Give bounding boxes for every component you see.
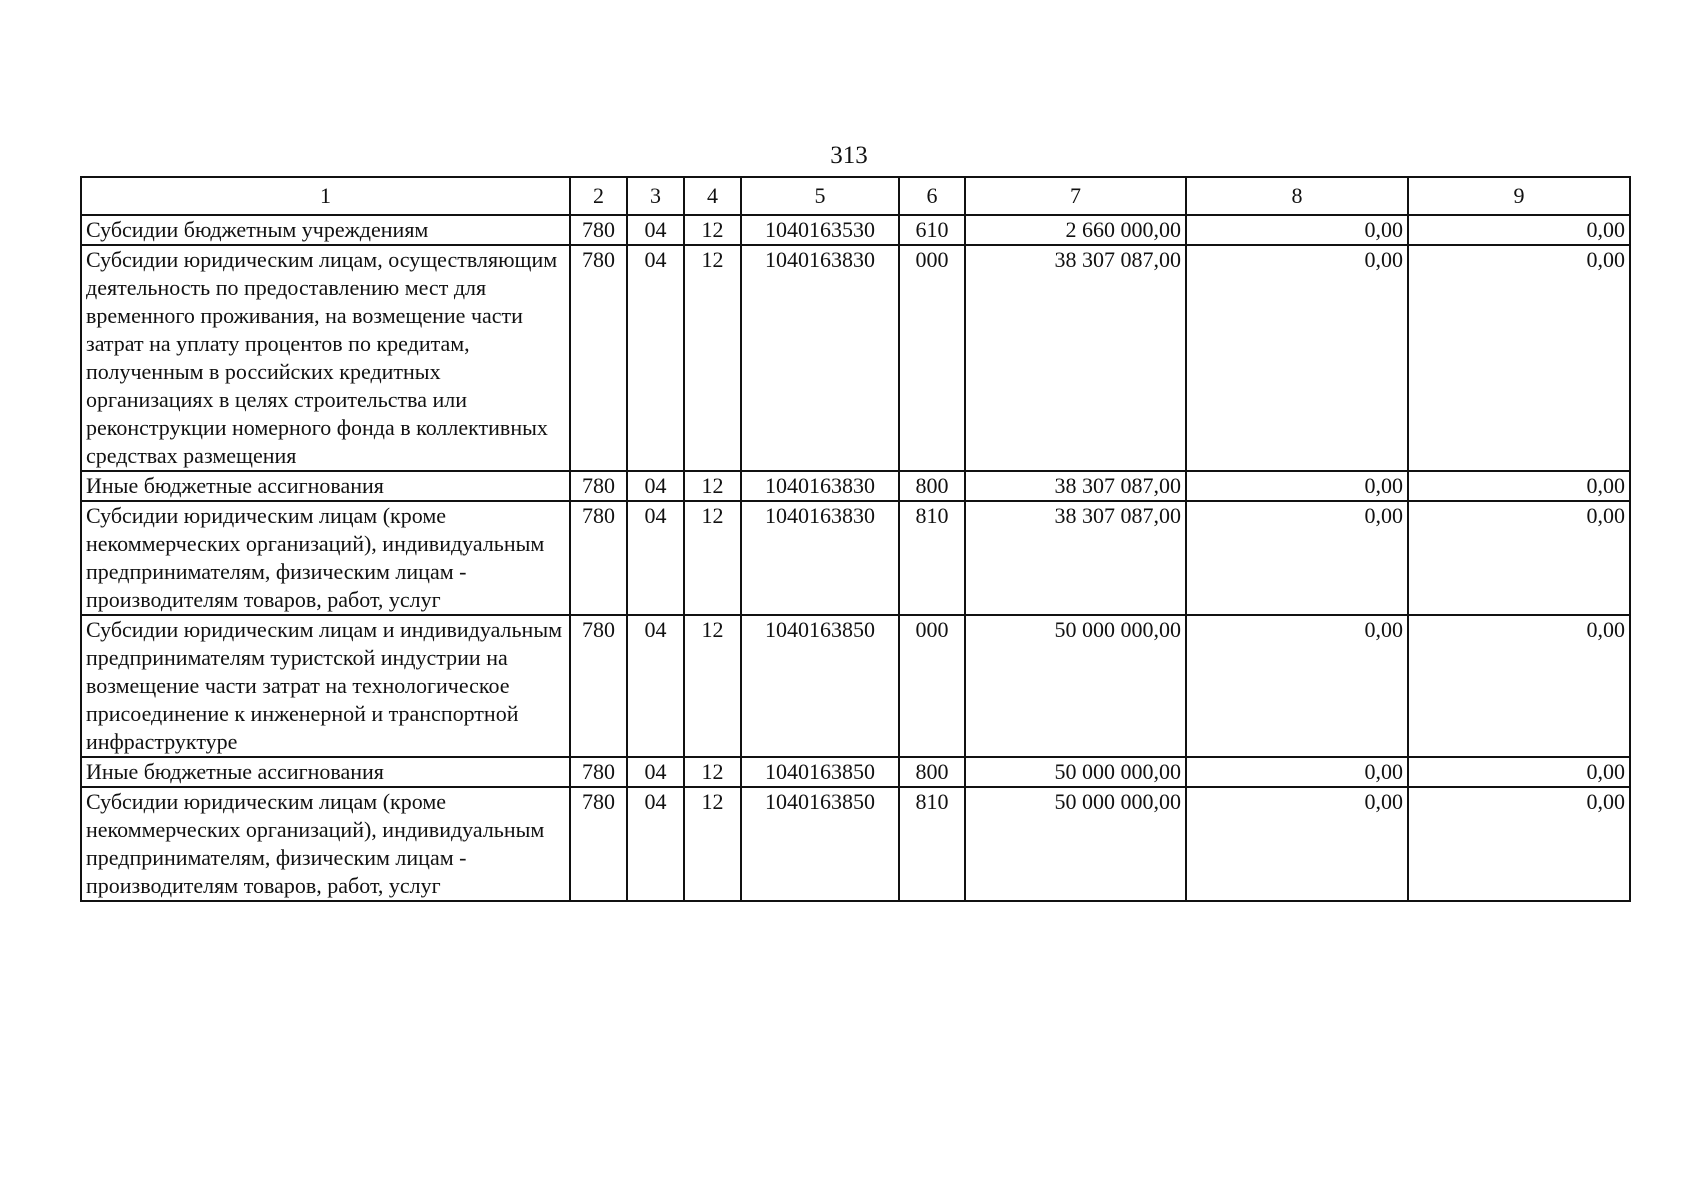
cell-section: 04 [627, 787, 684, 901]
cell-code: 780 [570, 471, 627, 501]
cell-expense-type: 000 [899, 245, 965, 471]
table-row [81, 501, 1630, 615]
cell-amount: 0,00 [1408, 787, 1630, 901]
column-header: 2 [570, 177, 627, 215]
table-row [81, 757, 1630, 787]
column-header: 9 [1408, 177, 1630, 215]
cell-code: 780 [570, 215, 627, 245]
row-description: Субсидии юридическим лицам (кроме некоммерческих организаций), индивидуальным предпринимателям, физическим лицам - производителям товаров, работ, услуг [81, 501, 570, 615]
cell-amount: 0,00 [1408, 501, 1630, 615]
cell-amount: 0,00 [1408, 215, 1630, 245]
column-header: 6 [899, 177, 965, 215]
cell-amount: 0,00 [1408, 757, 1630, 787]
cell-amount: 50 000 000,00 [965, 757, 1186, 787]
cell-amount: 38 307 087,00 [965, 471, 1186, 501]
cell-target-article: 1040163530 [741, 215, 899, 245]
cell-subsection: 12 [684, 471, 741, 501]
cell-subsection: 12 [684, 501, 741, 615]
row-description: Субсидии юридическим лицам и индивидуальным предпринимателям туристской индустрии на возмещение части затрат на технологическое присоединение к инженерной и транспортной инфраструктуре [81, 615, 570, 757]
budget-table [80, 176, 1631, 902]
cell-target-article: 1040163850 [741, 615, 899, 757]
cell-expense-type: 810 [899, 787, 965, 901]
table-row [81, 215, 1630, 245]
cell-section: 04 [627, 471, 684, 501]
cell-section: 04 [627, 245, 684, 471]
cell-code: 780 [570, 787, 627, 901]
cell-amount: 0,00 [1408, 245, 1630, 471]
table-row [81, 471, 1630, 501]
cell-amount: 38 307 087,00 [965, 245, 1186, 471]
cell-amount: 0,00 [1408, 471, 1630, 501]
cell-target-article: 1040163850 [741, 787, 899, 901]
column-header: 5 [741, 177, 899, 215]
cell-section: 04 [627, 501, 684, 615]
cell-subsection: 12 [684, 757, 741, 787]
cell-amount: 38 307 087,00 [965, 501, 1186, 615]
column-header: 7 [965, 177, 1186, 215]
header-row [81, 177, 1630, 215]
cell-target-article: 1040163850 [741, 757, 899, 787]
cell-amount: 0,00 [1186, 615, 1408, 757]
row-description: Иные бюджетные ассигнования [81, 757, 570, 787]
cell-expense-type: 810 [899, 501, 965, 615]
cell-code: 780 [570, 757, 627, 787]
cell-amount: 50 000 000,00 [965, 787, 1186, 901]
cell-expense-type: 800 [899, 471, 965, 501]
cell-expense-type: 000 [899, 615, 965, 757]
cell-subsection: 12 [684, 245, 741, 471]
column-header: 3 [627, 177, 684, 215]
table-row [81, 245, 1630, 471]
cell-code: 780 [570, 501, 627, 615]
cell-amount: 0,00 [1186, 757, 1408, 787]
cell-subsection: 12 [684, 787, 741, 901]
cell-code: 780 [570, 615, 627, 757]
cell-amount: 2 660 000,00 [965, 215, 1186, 245]
row-description: Субсидии юридическим лицам, осуществляющим деятельность по предоставлению мест для временного проживания, на возмещение части затрат на уплату процентов по кредитам, полученным в российских кредитных организациях в целях строительства или реконструкции номерного фонда в коллективных средствах размещения [81, 245, 570, 471]
cell-section: 04 [627, 615, 684, 757]
cell-amount: 0,00 [1408, 615, 1630, 757]
row-description: Субсидии бюджетным учреждениям [81, 215, 570, 245]
table-row [81, 615, 1630, 757]
cell-amount: 0,00 [1186, 787, 1408, 901]
cell-subsection: 12 [684, 215, 741, 245]
cell-section: 04 [627, 215, 684, 245]
column-header: 4 [684, 177, 741, 215]
column-header: 8 [1186, 177, 1408, 215]
cell-section: 04 [627, 757, 684, 787]
cell-target-article: 1040163830 [741, 501, 899, 615]
cell-target-article: 1040163830 [741, 245, 899, 471]
table-row [81, 787, 1630, 901]
cell-amount: 0,00 [1186, 215, 1408, 245]
cell-expense-type: 800 [899, 757, 965, 787]
cell-code: 780 [570, 245, 627, 471]
page-number: 313 [830, 142, 868, 169]
cell-amount: 0,00 [1186, 245, 1408, 471]
cell-target-article: 1040163830 [741, 471, 899, 501]
column-header: 1 [81, 177, 570, 215]
cell-amount: 0,00 [1186, 471, 1408, 501]
cell-subsection: 12 [684, 615, 741, 757]
cell-amount: 50 000 000,00 [965, 615, 1186, 757]
cell-amount: 0,00 [1186, 501, 1408, 615]
cell-expense-type: 610 [899, 215, 965, 245]
row-description: Субсидии юридическим лицам (кроме некоммерческих организаций), индивидуальным предпринимателям, физическим лицам - производителям товаров, работ, услуг [81, 787, 570, 901]
row-description: Иные бюджетные ассигнования [81, 471, 570, 501]
